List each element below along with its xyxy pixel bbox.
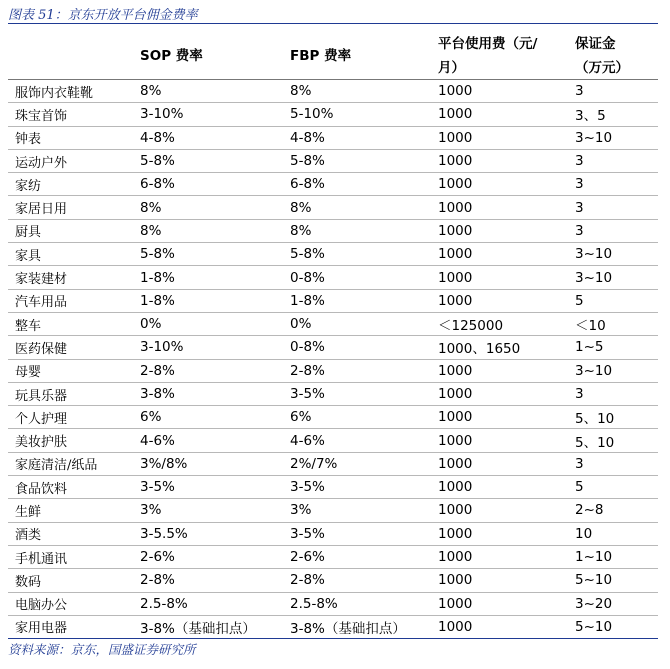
cell-fbp-rate: 4-6% <box>283 429 431 452</box>
table-row <box>8 196 658 219</box>
cell-fbp-rate: 3-5% <box>283 522 431 545</box>
cell-category: 家装建材 <box>8 266 133 289</box>
cell-category: 珠宝首饰 <box>8 103 133 126</box>
cell-deposit: 3 <box>568 80 658 103</box>
cell-category: 家具 <box>8 243 133 266</box>
cell-platform-fee: 1000 <box>431 243 568 266</box>
cell-platform-fee: 1000 <box>431 545 568 568</box>
cell-fbp-rate: 5-8% <box>283 149 431 172</box>
cell-sop-rate: 8% <box>133 196 283 219</box>
cell-platform-fee: 1000 <box>431 569 568 592</box>
cell-fbp-rate: 3% <box>283 499 431 522</box>
cell-fbp-rate: 3-5% <box>283 476 431 499</box>
cell-sop-rate: 3-5% <box>133 476 283 499</box>
cell-platform-fee: 1000 <box>431 173 568 196</box>
cell-sop-rate: 3-10% <box>133 103 283 126</box>
source-note: 资料来源：京东，国盛证券研究所 <box>8 642 196 657</box>
cell-platform-fee: 1000 <box>431 476 568 499</box>
cell-deposit: 3 <box>568 382 658 405</box>
figure-caption: 图表 51：京东开放平台佣金费率 <box>8 8 198 23</box>
cell-category: 个人护理 <box>8 406 133 429</box>
header-deposit-line1: 保证金 <box>575 35 616 52</box>
cell-sop-rate: 3%/8% <box>133 452 283 475</box>
cell-sop-rate: 6-8% <box>133 173 283 196</box>
cell-fbp-rate: 3-5% <box>283 382 431 405</box>
cell-fbp-rate: 0% <box>283 312 431 335</box>
header-platform-fee-line2: 月） <box>438 59 465 76</box>
cell-fbp-rate: 0-8% <box>283 336 431 359</box>
commission-table <box>8 28 658 638</box>
cell-deposit: 3~10 <box>568 266 658 289</box>
cell-platform-fee: 1000 <box>431 382 568 405</box>
cell-sop-rate: 3% <box>133 499 283 522</box>
cell-fbp-rate: 3-8%（基础扣点） <box>290 620 406 637</box>
cell-deposit: 5 <box>568 476 658 499</box>
cell-fbp-rate: 8% <box>283 219 431 242</box>
header-category <box>8 28 133 80</box>
table-row <box>8 406 658 429</box>
cell-fbp-rate: 2-6% <box>283 545 431 568</box>
table-row <box>8 243 658 266</box>
top-rule <box>8 23 658 24</box>
cell-platform-fee: 1000 <box>431 452 568 475</box>
table-row <box>8 592 658 615</box>
cell-sop-rate: 5-8% <box>133 149 283 172</box>
cell-fbp-rate: 6-8% <box>283 173 431 196</box>
cell-sop-rate: 2-8% <box>133 569 283 592</box>
cell-category: 家居日用 <box>8 196 133 219</box>
cell-category: 电脑办公 <box>8 592 133 615</box>
table-row <box>8 569 658 592</box>
cell-platform-fee: 1000 <box>431 149 568 172</box>
cell-category: 数码 <box>8 569 133 592</box>
cell-platform-fee: 1000 <box>431 196 568 219</box>
cell-category: 母婴 <box>8 359 133 382</box>
cell-sop-rate: 2-6% <box>133 545 283 568</box>
cell-deposit: 3~10 <box>568 359 658 382</box>
cell-deposit: 3 <box>568 196 658 219</box>
cell-deposit: 3 <box>568 173 658 196</box>
cell-fbp-rate: 2.5-8% <box>283 592 431 615</box>
cell-sop-rate: 8% <box>133 80 283 103</box>
cell-deposit: 1~10 <box>568 545 658 568</box>
cell-sop-rate: 4-8% <box>133 126 283 149</box>
cell-fbp-rate: 2-8% <box>283 359 431 382</box>
cell-category: 美妆护肤 <box>8 429 133 452</box>
cell-category: 厨具 <box>8 219 133 242</box>
cell-sop-rate: 1-8% <box>133 266 283 289</box>
header-deposit-line2: （万元） <box>575 59 629 76</box>
cell-deposit: 3 <box>568 219 658 242</box>
cell-sop-rate: 3-10% <box>133 336 283 359</box>
cell-deposit: 5、10 <box>568 406 658 429</box>
cell-sop-rate: 1-8% <box>133 289 283 312</box>
cell-category: 生鲜 <box>8 499 133 522</box>
cell-fbp-rate: 8% <box>283 196 431 219</box>
table-row <box>8 429 658 452</box>
cell-fbp-rate: 4-8% <box>283 126 431 149</box>
cell-platform-fee: ＜125000 <box>431 312 568 335</box>
cell-sop-rate: 3-5.5% <box>133 522 283 545</box>
cell-category: 医药保健 <box>8 336 133 359</box>
header-platform-fee-line1: 平台使用费（元/ <box>438 35 538 52</box>
cell-deposit: 3 <box>568 149 658 172</box>
cell-platform-fee: 1000 <box>431 126 568 149</box>
cell-platform-fee: 1000 <box>431 289 568 312</box>
cell-sop-rate: 8% <box>133 219 283 242</box>
cell-category: 家纺 <box>8 173 133 196</box>
table-row <box>8 289 658 312</box>
cell-deposit: 10 <box>568 522 658 545</box>
table-row <box>8 149 658 172</box>
cell-category: 家庭清洁/纸品 <box>8 452 133 475</box>
table-row <box>8 359 658 382</box>
cell-fbp-rate: 2-8% <box>283 569 431 592</box>
cell-category: 酒类 <box>8 522 133 545</box>
cell-fbp-rate: 2%/7% <box>283 452 431 475</box>
cell-platform-fee: 1000 <box>431 219 568 242</box>
table-row <box>8 266 658 289</box>
table-row <box>8 80 658 103</box>
table-row <box>8 476 658 499</box>
cell-deposit: 5、10 <box>568 429 658 452</box>
header-row <box>8 28 658 80</box>
cell-deposit: ＜10 <box>568 312 658 335</box>
cell-category: 手机通讯 <box>8 545 133 568</box>
cell-category: 钟表 <box>8 126 133 149</box>
cell-category: 家用电器 <box>15 621 68 637</box>
cell-platform-fee: 1000 <box>431 406 568 429</box>
cell-platform-fee: 1000 <box>431 80 568 103</box>
table-row <box>8 173 658 196</box>
table-row <box>8 103 658 126</box>
cell-platform-fee: 1000、1650 <box>431 336 568 359</box>
cell-platform-fee: 1000 <box>431 592 568 615</box>
cell-fbp-rate: 5-8% <box>283 243 431 266</box>
header-fbp-rate: FBP 费率 <box>283 28 431 80</box>
cell-sop-rate: 3-8%（基础扣点） <box>140 620 256 637</box>
cell-sop-rate: 3-8% <box>133 382 283 405</box>
table-row <box>8 382 658 405</box>
cell-platform-fee: 1000 <box>431 499 568 522</box>
cell-sop-rate: 2.5-8% <box>133 592 283 615</box>
cell-category: 汽车用品 <box>8 289 133 312</box>
cell-fbp-rate: 8% <box>283 80 431 103</box>
cell-platform-fee: 1000 <box>431 359 568 382</box>
cell-category: 食品饮料 <box>8 476 133 499</box>
cell-category: 服饰内衣鞋靴 <box>8 80 133 103</box>
cell-deposit: 5~10 <box>575 618 613 635</box>
cell-category: 整车 <box>8 312 133 335</box>
table-row <box>8 615 658 638</box>
cell-deposit: 1~5 <box>568 336 658 359</box>
table-row <box>8 522 658 545</box>
table-row <box>8 336 658 359</box>
table-row <box>8 499 658 522</box>
cell-platform-fee: 1000 <box>431 103 568 126</box>
header-deposit <box>568 28 658 80</box>
cell-sop-rate: 4-6% <box>133 429 283 452</box>
cell-fbp-rate: 5-10% <box>283 103 431 126</box>
cell-platform-fee: 1000 <box>431 522 568 545</box>
cell-sop-rate: 0% <box>133 312 283 335</box>
header-sop-rate: SOP 费率 <box>133 28 283 80</box>
cell-deposit: 2~8 <box>568 499 658 522</box>
cell-platform-fee: 1000 <box>431 266 568 289</box>
cell-platform-fee: 1000 <box>438 618 473 635</box>
header-platform-fee <box>431 28 568 80</box>
cell-category: 运动户外 <box>8 149 133 172</box>
cell-sop-rate: 6% <box>133 406 283 429</box>
cell-deposit: 3~10 <box>568 126 658 149</box>
cell-sop-rate: 5-8% <box>133 243 283 266</box>
table-row <box>8 219 658 242</box>
cell-deposit: 3、5 <box>568 103 658 126</box>
table-row <box>8 126 658 149</box>
bottom-rule <box>8 638 658 639</box>
table-row <box>8 452 658 475</box>
cell-sop-rate: 2-8% <box>133 359 283 382</box>
table-row <box>8 312 658 335</box>
cell-deposit: 3~20 <box>568 592 658 615</box>
cell-deposit: 5~10 <box>568 569 658 592</box>
cell-category: 玩具乐器 <box>8 382 133 405</box>
cell-platform-fee: 1000 <box>431 429 568 452</box>
cell-deposit: 5 <box>568 289 658 312</box>
cell-deposit: 3~10 <box>568 243 658 266</box>
cell-fbp-rate: 0-8% <box>283 266 431 289</box>
cell-fbp-rate: 6% <box>283 406 431 429</box>
cell-fbp-rate: 1-8% <box>283 289 431 312</box>
cell-deposit: 3 <box>568 452 658 475</box>
table-row <box>8 545 658 568</box>
